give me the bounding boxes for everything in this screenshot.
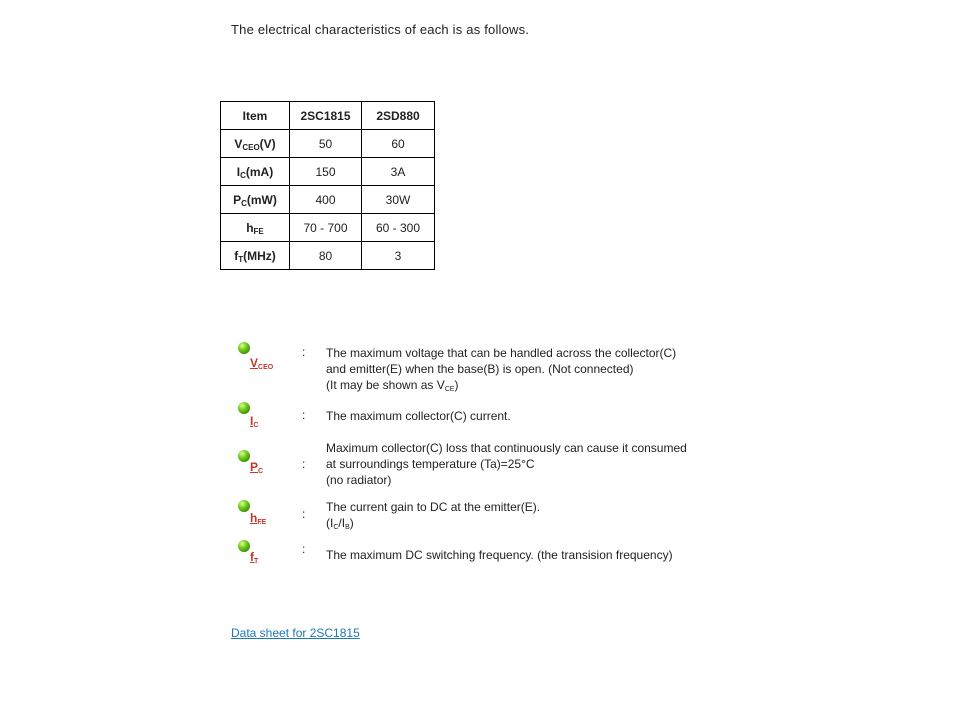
cell-value: 3A [362, 158, 435, 186]
symbol-ic: $I_C$ [250, 414, 259, 429]
green-bullet-icon [238, 342, 250, 354]
symbol-vceo: $V_{CEO}$ [250, 356, 274, 371]
green-bullet-icon [238, 402, 250, 414]
cell-value: 30W [362, 186, 435, 214]
cell-value: 80 [290, 242, 362, 270]
definition-colon: : [302, 542, 306, 556]
cell-value: 400 [290, 186, 362, 214]
green-bullet-icon [238, 500, 250, 512]
green-bullet-icon [238, 540, 250, 552]
definition-colon: : [302, 345, 306, 359]
definition-vceo: The maximum voltage that can be handled across the collector(C) and emitter(E) when the base(B) is open. (Not connected) (It may be shown as $V_{CE}$) [326, 346, 677, 393]
row-label-ft: $f_T(MHz)$ [221, 242, 290, 270]
cell-value: 150 [290, 158, 362, 186]
green-bullet-icon [238, 450, 250, 462]
row-label-hfe: $h_{FE}$ [221, 214, 290, 242]
cell-value: 3 [362, 242, 435, 270]
cell-value: 60 - 300 [362, 214, 435, 242]
row-label-ic: $I_C(mA)$ [221, 158, 290, 186]
header-2sc1815: 2SC1815 [290, 102, 362, 130]
symbol-ft: $f_T$ [250, 550, 259, 565]
definitions-list [230, 0, 750, 720]
definition-hfe: The current gain to DC at the emitter(E). $(I_C/I_B)$ [326, 500, 541, 531]
cell-value: 70 - 700 [290, 214, 362, 242]
definition-colon: : [302, 408, 306, 422]
definition-ft: The maximum DC switching frequency. (the transision frequency) [326, 548, 673, 562]
datasheet-link[interactable]: Data sheet for 2SC1815 [231, 626, 360, 640]
definition-pc: Maximum collector(C) loss that continuously can cause it consumed at surroundings temperature (Ta)=25°C (no radiator) [326, 441, 687, 487]
header-2sd880: 2SD880 [362, 102, 435, 130]
symbol-hfe: $h_{FE}$ [250, 511, 267, 526]
definition-colon: : [302, 457, 306, 471]
header-item: Item [221, 102, 290, 130]
cell-value: 60 [362, 130, 435, 158]
definition-ic: The maximum collector(C) current. [326, 409, 511, 423]
definition-colon: : [302, 507, 306, 521]
symbol-pc: $P_C$ [250, 460, 264, 475]
row-label-vceo: $V_{CEO}(V)$ [221, 130, 290, 158]
cell-value: 50 [290, 130, 362, 158]
intro-text: The electrical characteristics of each is as follows. [231, 22, 530, 37]
row-label-pc: $P_C(mW)$ [221, 186, 290, 214]
